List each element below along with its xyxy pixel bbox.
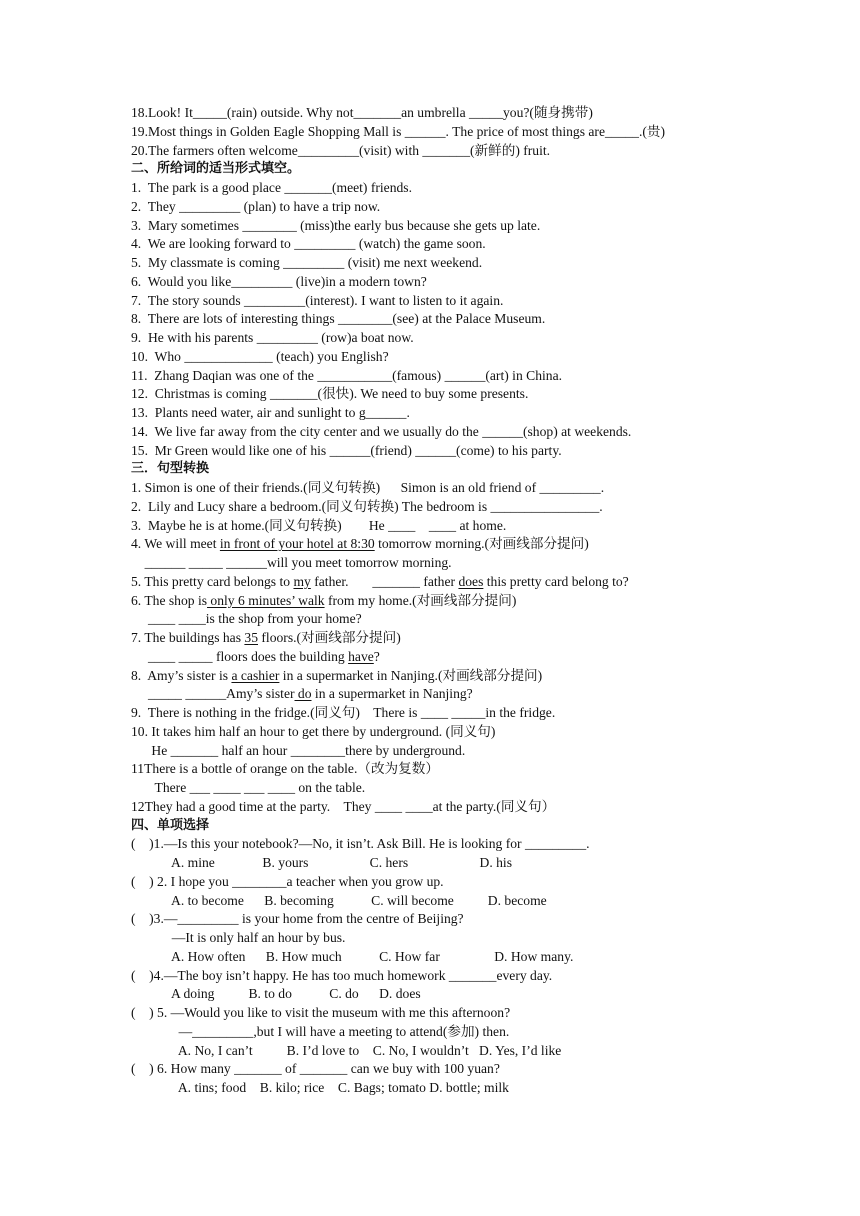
line-text: ( ) 6. How many _______ of _______ can we buy with 100 yuan? — [131, 1061, 500, 1077]
line-text: There ___ ____ ___ ____ on the table. — [131, 780, 366, 795]
text-line — [131, 235, 831, 254]
line-text: A. tins; food B. kilo; rice C. Bags; tomato D. bottle; milk — [131, 1080, 509, 1095]
text-line — [131, 798, 831, 817]
text-line — [131, 442, 831, 461]
line-text: 5. This pretty card belongs to — [131, 573, 294, 589]
line-text: ( ) 5. —Would you like to visit the museum with me this afternoon? — [131, 1005, 511, 1020]
line-text: A. mine B. yours C. hers D. his — [131, 855, 513, 870]
line-text: A doing B. to do C. do D. does — [131, 986, 421, 1002]
line-text: 8. There are lots of interesting things ________(see) at the Palace Museum. — [131, 311, 546, 327]
line-text: floors.(对画线部分提问) — [258, 630, 401, 645]
text-line — [131, 554, 831, 573]
line-text: in a supermarket in Nanjing? — [311, 686, 473, 702]
line-text: 18.Look! It_____(rain) outside. Why not_______an umbrella _____you?(随身携带) — [131, 105, 593, 120]
text-line — [131, 198, 831, 217]
text-line — [131, 517, 831, 536]
text-line — [131, 985, 831, 1004]
text-line — [131, 910, 831, 929]
line-text: A. No, I can’t B. I’d love to C. No, I wouldn’t D. Yes, I’d like — [131, 1042, 562, 1058]
line-text: 12. Christmas is coming _______(很快). We need to buy some presents. — [131, 386, 529, 402]
line-text: 20.The farmers often welcome_________(visit) with _______(新鲜的) fruit. — [131, 142, 551, 158]
text-line — [131, 179, 831, 198]
line-text: ____ _____ floors does the building — [131, 648, 349, 664]
section-heading — [131, 460, 831, 479]
line-text: tomorrow morning.(对画线部分提问) — [374, 536, 589, 552]
line-text: 9. There is nothing in the fridge.(同义句) There is ____ _____in the fridge. — [131, 705, 556, 720]
text-line — [131, 667, 831, 686]
line-text: ______ _____ ______will you meet tomorrow morning. — [131, 555, 452, 570]
line-text: 14. We live far away from the city center and we usually do the ______(shop) at weekends. — [131, 423, 632, 439]
line-text: 11. Zhang Daqian was one of the ___________(famous) ______(art) in China. — [131, 367, 563, 383]
line-text: ( )3.—_________ is your home from the centre of Beijing? — [131, 911, 464, 927]
text-line — [131, 704, 831, 723]
text-line — [131, 629, 831, 648]
text-line — [131, 348, 831, 367]
line-text: 7. The buildings has — [131, 630, 245, 645]
text-line — [131, 929, 831, 948]
line-text: ____ ____is the shop from your home? — [131, 611, 362, 627]
text-line — [131, 367, 831, 386]
text-line — [131, 254, 831, 273]
line-text: 12They had a good time at the party. They ____ ____at the party.(同义句） — [131, 798, 556, 814]
text-line — [131, 1004, 831, 1023]
text-line — [131, 273, 831, 292]
text-line — [131, 779, 831, 798]
text-line — [131, 423, 831, 442]
line-text: A. How often B. How much C. How far D. How many. — [131, 948, 574, 964]
text-line — [131, 498, 831, 517]
section-heading — [131, 160, 831, 179]
line-text: ( ) 2. I hope you ________a teacher when you grow up. — [131, 873, 444, 889]
line-text: 11There is a bottle of orange on the table.（改为复数） — [131, 761, 439, 777]
line-text: 1. The park is a good place _______(meet) friends. — [131, 180, 412, 195]
text-line — [131, 1060, 831, 1079]
line-text: this pretty card belong to? — [483, 573, 629, 589]
text-line — [131, 854, 831, 873]
text-line — [131, 948, 831, 967]
line-text: 二、所给词的适当形式填空。 — [131, 161, 301, 177]
line-text: in a supermarket in Nanjing.(对画线部分提问) — [279, 667, 543, 683]
line-text: —It is only half an hour by bus. — [131, 930, 346, 945]
text-line — [131, 610, 831, 629]
line-text: 2. Lily and Lucy share a bedroom.(同义句转换) The bedroom is ________________. — [131, 498, 603, 514]
underlined-phrase: only 6 minutes’ walk — [207, 592, 325, 608]
underlined-phrase: do — [294, 686, 312, 702]
section-heading — [131, 817, 831, 836]
line-text: ( )1.—Is this your notebook?—No, it isn’t. Ask Bill. He is looking for _________. — [131, 836, 590, 852]
line-text: father. _______ father — [310, 573, 459, 589]
line-text: 6. Would you like_________ (live)in a modern town? — [131, 273, 427, 289]
text-line — [131, 967, 831, 986]
line-text: 四、单项选择 — [131, 817, 210, 833]
underlined-phrase: have — [348, 648, 374, 664]
underlined-phrase: my — [293, 573, 311, 589]
line-text: A. to become B. becoming C. will become D. become — [131, 892, 547, 908]
line-text: 9. He with his parents _________ (row)a boat now. — [131, 330, 414, 345]
text-line — [131, 685, 831, 704]
underlined-phrase: 35 — [244, 630, 258, 645]
text-line — [131, 835, 831, 854]
line-text: 3. Mary sometimes ________ (miss)the early bus because she gets up late. — [131, 217, 541, 233]
text-line — [131, 535, 831, 554]
text-line — [131, 142, 831, 161]
text-line — [131, 892, 831, 911]
line-text: 3. Maybe he is at home.(同义句转换) He ____ ____ at home. — [131, 517, 507, 533]
line-text: 4. We are looking forward to _________ (watch) the game soon. — [131, 236, 486, 252]
line-text: 1. Simon is one of their friends.(同义句转换) Simon is an old friend of _________. — [131, 480, 605, 495]
text-line — [131, 648, 831, 667]
line-text: 4. We will meet — [131, 536, 220, 552]
text-line — [131, 723, 831, 742]
line-text: ? — [373, 648, 380, 664]
text-line — [131, 310, 831, 329]
line-text: _____ ______Amy’s sister — [131, 686, 295, 702]
line-text: 6. The shop is — [131, 592, 208, 608]
text-line — [131, 573, 831, 592]
line-text: 5. My classmate is coming _________ (visit) me next weekend. — [131, 255, 483, 270]
text-line — [131, 292, 831, 311]
exercise-text — [131, 104, 831, 1098]
underlined-phrase: a cashier — [231, 667, 280, 683]
line-text: 15. Mr Green would like one of his ______(friend) ______(come) to his party. — [131, 442, 562, 458]
line-text: 13. Plants need water, air and sunlight to g______. — [131, 405, 410, 420]
text-line — [131, 385, 831, 404]
text-line — [131, 217, 831, 236]
line-text: —_________,but I will have a meeting to attend(参加) then. — [131, 1023, 510, 1039]
underlined-phrase: does — [458, 573, 484, 589]
text-line — [131, 1079, 831, 1098]
underlined-phrase: in front of your hotel at 8:30 — [219, 536, 375, 552]
text-line — [131, 742, 831, 761]
line-text: 10. Who _____________ (teach) you English? — [131, 348, 389, 364]
text-line — [131, 873, 831, 892]
text-line — [131, 1042, 831, 1061]
line-text: He _______ half an hour ________there by underground. — [131, 742, 466, 758]
line-text: 三．句型转换 — [131, 461, 210, 477]
text-line — [131, 123, 831, 142]
line-text: 2. They _________ (plan) to have a trip now. — [131, 198, 381, 214]
line-text: ( )4.—The boy isn’t happy. He has too much homework _______every day. — [131, 967, 553, 983]
text-line — [131, 329, 831, 348]
text-line — [131, 1023, 831, 1042]
text-line — [131, 104, 831, 123]
text-line — [131, 404, 831, 423]
text-line — [131, 592, 831, 611]
text-line — [131, 479, 831, 498]
line-text: from my home.(对画线部分提问) — [324, 592, 517, 608]
line-text: 10. It takes him half an hour to get there by underground. (同义句) — [131, 723, 496, 739]
line-text: 7. The story sounds _________(interest). I want to listen to it again. — [131, 292, 504, 308]
text-line — [131, 760, 831, 779]
line-text: 19.Most things in Golden Eagle Shopping Mall is ______. The price of most things are_____.(贵) — [131, 123, 666, 139]
line-text: 8. Amy’s sister is — [131, 667, 232, 683]
